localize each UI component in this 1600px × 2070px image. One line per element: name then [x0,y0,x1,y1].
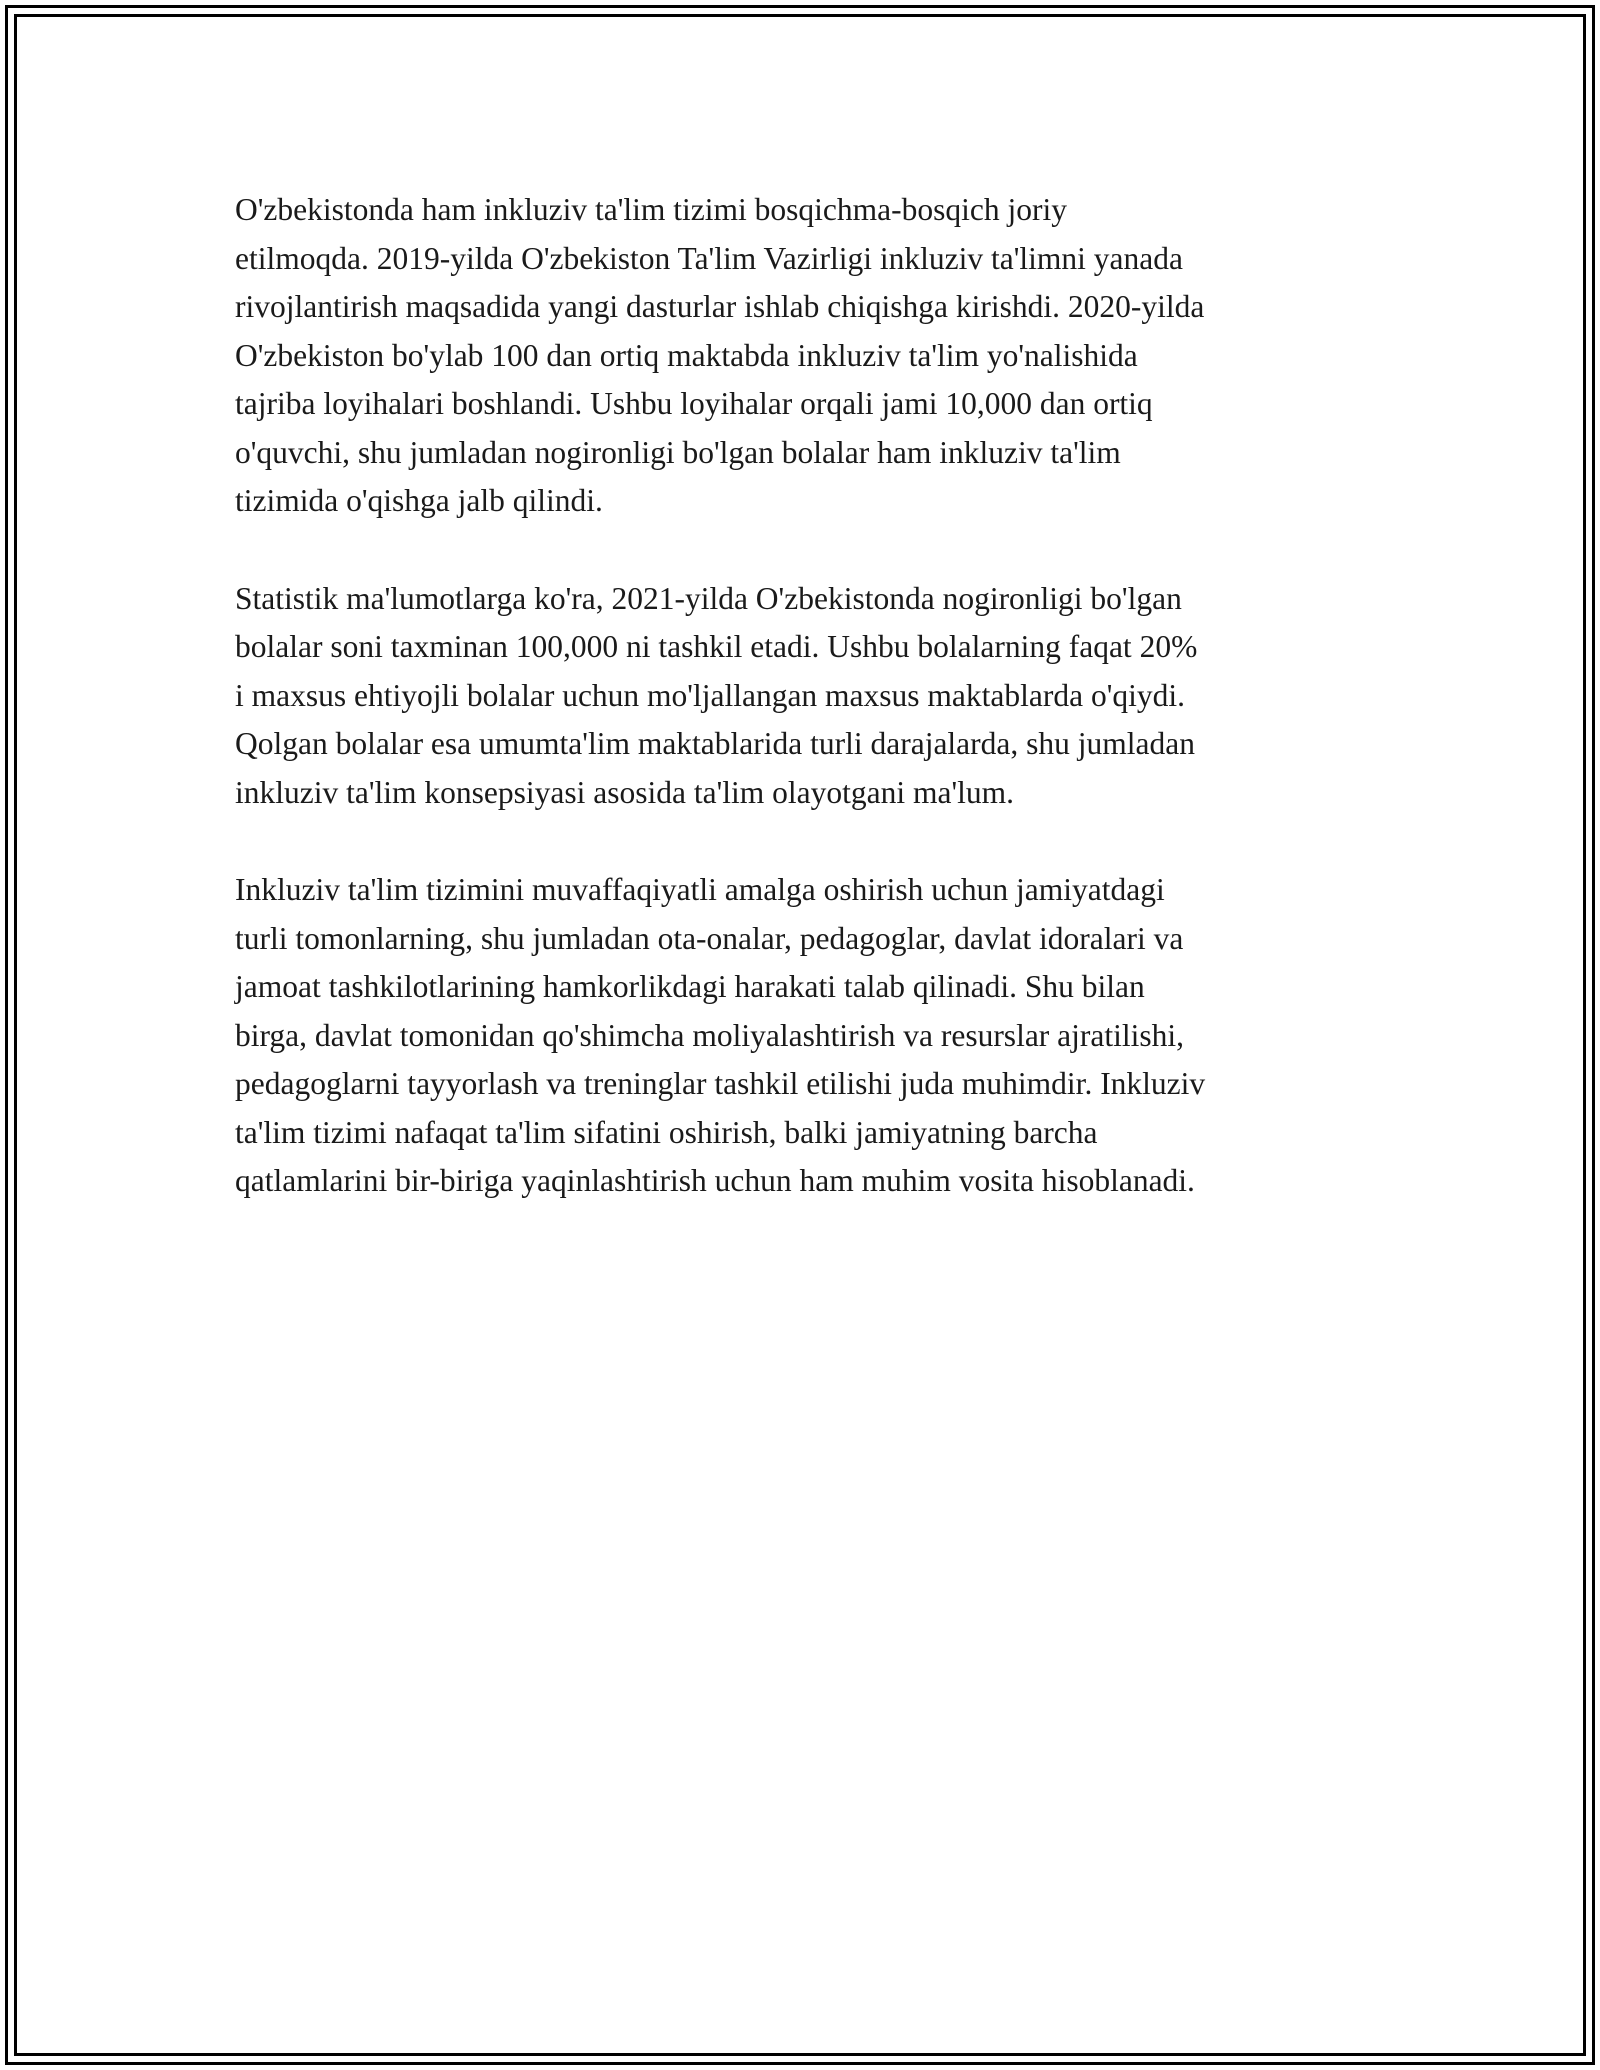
paragraph-line: jamoat tashkilotlarining hamkorlikdagi harakati talab qilinadi. Shu bilan [235,969,1145,1004]
paragraph-line: tizimida o'qishga jalb qilindi. [235,483,603,518]
paragraph-line: Qolgan bolalar esa umumta'lim maktablarida turli darajalarda, shu jumladan [235,726,1195,761]
paragraph-line: etilmoqda. 2019-yilda O'zbekiston Ta'lim Vazirligi inkluziv ta'limni yanada [235,240,1183,276]
paragraph-line: ta'lim tizimi nafaqat ta'lim sifatini oshirish, balki jamiyatning barcha [235,1114,1098,1150]
paragraph-3 [235,866,1375,1206]
paragraph-line: i maxsus ehtiyojli bolalar uchun mo'ljallangan maxsus maktablarda o'qiydi. [235,677,1186,713]
paragraph-line: rivojlantirish maqsadida yangi dasturlar ishlab chiqishga kirishdi. 2020-yilda [235,289,1205,324]
paragraph-2 [235,575,1375,818]
paragraph-line: bolalar soni taxminan 100,000 ni tashkil etadi. Ushbu bolalarning faqat 20% [235,629,1198,664]
paragraph-1 [235,186,1375,526]
paragraph-line: Inkluziv ta'lim tizimini muvaffaqiyatli amalga oshirish uchun jamiyatdagi [235,872,1165,907]
document-body [235,186,1375,1255]
paragraph-line: O'zbekiston bo'ylab 100 dan ortiq maktabda inkluziv ta'lim yo'nalishida [235,337,1138,373]
paragraph-line: birga, davlat tomonidan qo'shimcha moliyalashtirish va resurslar ajratilishi, [235,1017,1185,1053]
paragraph-line: inkluziv ta'lim konsepsiyasi asosida ta'lim olayotgani ma'lum. [235,774,1015,810]
paragraph-line: pedagoglarni tayyorlash va treninglar tashkil etilishi juda muhimdir. Inkluziv [235,1066,1206,1101]
paragraph-line: O'zbekistonda ham inkluziv ta'lim tizimi bosqichma-bosqich joriy [235,192,1067,227]
paragraph-line: turli tomonlarning, shu jumladan ota-onalar, pedagoglar, davlat idoralari va [235,920,1184,956]
paragraph-line: o'quvchi, shu jumladan nogironligi bo'lgan bolalar ham inkluziv ta'lim [235,434,1121,470]
paragraph-line: tajriba loyihalari boshlandi. Ushbu loyihalar orqali jami 10,000 dan ortiq [235,386,1153,421]
paragraph-line: Statistik ma'lumotlarga ko'ra, 2021-yilda O'zbekistonda nogironligi bo'lgan [235,580,1182,616]
paragraph-line: qatlamlarini bir-biriga yaqinlashtirish uchun ham muhim vosita hisoblanadi. [235,1163,1195,1198]
